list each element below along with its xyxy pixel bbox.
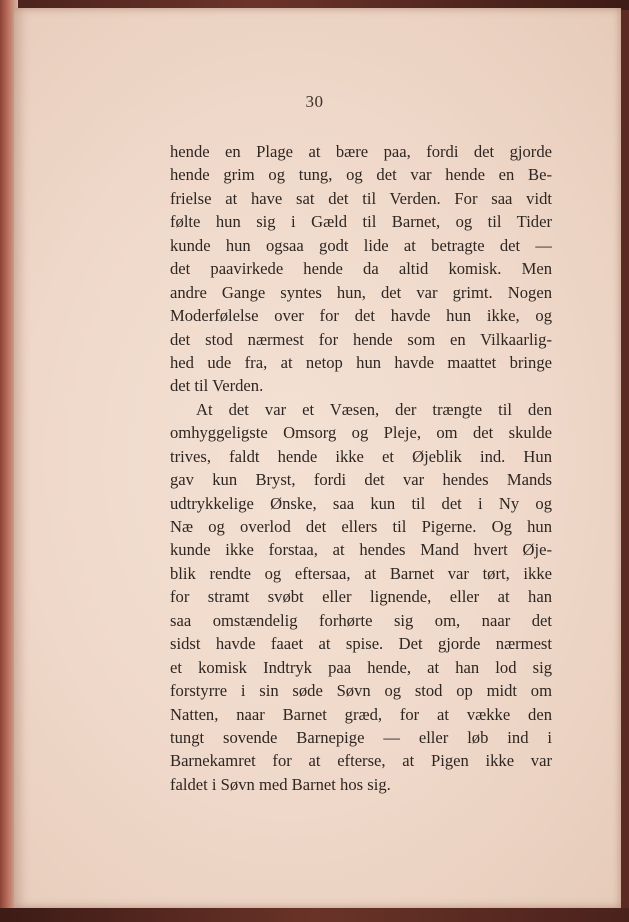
text-line: for stramt svøbt eller lignende, eller at han (170, 587, 552, 607)
page-number: 30 (305, 92, 324, 111)
text-line: Natten, naar Barnet græd, for at vække den (170, 704, 552, 724)
text-line: sidst havde faaet at spise. Det gjorde nærmest (170, 634, 552, 654)
text-line: et komisk Indtryk paa hende, at han lod sig (170, 657, 552, 677)
text-line: Barnekamret for at efterse, at Pigen ikke var (170, 751, 552, 771)
paragraph-end-line: det til Verden. (170, 376, 264, 396)
paragraph-start-line: At det var et Væsen, der trængte til den (196, 399, 552, 419)
text-line: hed ude fra, at netop hun havde maattet bringe (170, 352, 552, 372)
text-line: Næ og overlod det ellers til Pigerne. Og hun (170, 517, 552, 536)
text-line: hende grim og tung, og det var hende en Be- (170, 165, 552, 185)
text-line: udtrykkelige Ønske, saa kun til det i Ny og (170, 493, 552, 513)
text-line: det paavirkede hende da altid komisk. Men (170, 259, 552, 279)
text-line: kunde ikke forstaa, at hendes Mand hvert Øje- (170, 540, 552, 560)
book-binding-bottom (0, 908, 629, 922)
text-line: trives, faldt hende ikke et Øjeblik ind. Hun (170, 446, 552, 466)
text-line: det stod nærmest for hende som en Vilkaarlig- (170, 329, 552, 349)
text-line: gav kun Bryst, fordi det var hendes Mands (170, 470, 552, 490)
text-line: følte hun sig i Gæld til Barnet, og til Tider (170, 212, 552, 232)
text-line: andre Gange syntes hun, det var grimt. Nogen (170, 282, 552, 302)
text-line: Moderfølelse over for det havde hun ikke, og (170, 306, 552, 326)
text-line: blik rendte og eftersaa, at Barnet var tørt, ikke (170, 563, 552, 583)
text-line: kunde hun ogsaa godt lide at betragte det — (170, 235, 552, 255)
text-line: omhyggeligste Omsorg og Pleje, om det skulde (170, 423, 552, 443)
text-line: hende en Plage at bære paa, fordi det gjorde (170, 142, 552, 161)
paragraph-end-line: faldet i Søvn med Barnet hos sig. (170, 774, 391, 794)
text-line: forstyrre i sin søde Søvn og stod op midt om (170, 681, 552, 701)
page-text (170, 140, 552, 796)
text-line: frielse at have sat det til Verden. For saa vidt (170, 188, 552, 208)
text-line: tungt sovende Barnepige — eller løb ind i (170, 727, 552, 747)
text-line: saa omstændelig forhørte sig om, naar det (170, 610, 552, 630)
